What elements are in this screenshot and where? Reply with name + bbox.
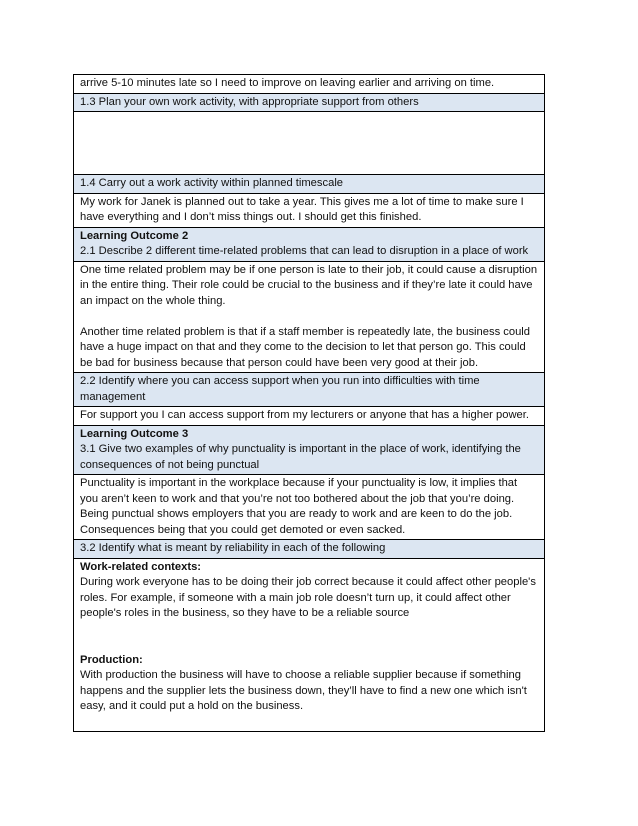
- answer-paragraph-1: One time related problem may be if one person is late to their job, it could cause a disruption in the entire thing. Their role could be crucial to the business and if they’re late it could have an impact on the whole thing.: [80, 263, 538, 307]
- answer-text: Punctuality is important in the workplace because if your punctuality is low, it implies that you aren’t keen to work and that you’re not too bothered about the job that you’re doing. Being punctual shows employers that you are ready to work and are keen to do the job. Consequences being that you could get demoted or even sacked.: [80, 477, 518, 536]
- question-text: 1.4 Carry out a work activity within planned timescale: [80, 177, 344, 189]
- question-text: 1.3 Plan your own work activity, with appropriate support from others: [80, 95, 419, 108]
- answer-text: arrive 5-10 minutes late so I need to improve on leaving earlier and arriving on time.: [80, 77, 495, 89]
- work-related-heading: Work-related contexts:: [80, 560, 202, 573]
- question-text: 3.2 Identify what is meant by reliability in each of the following: [80, 542, 386, 554]
- answer-1-3-empty: [74, 112, 544, 175]
- answer-1-2-tail: [74, 75, 544, 94]
- answer-paragraph-2: Another time related problem is that if a staff member is repeatedly late, the business could have a huge impact on that and they come to the decision to let that person go. This could be bad for business because that person could have been very good at their job.: [80, 325, 531, 369]
- question-text: 2.1 Describe 2 different time-related problems that can lead to disruption in a place of work: [80, 245, 529, 257]
- answer-1-4: [74, 194, 544, 228]
- learning-outcome-3-heading: Learning Outcome 3: [80, 427, 189, 440]
- answer-text: For support you I can access support from my lecturers or anyone that has a higher power.: [80, 409, 529, 421]
- question-text: 2.2 Identify where you can access support when you run into difficulties with time management: [80, 375, 480, 403]
- question-3-1: [74, 426, 544, 476]
- answer-3-2: [74, 559, 544, 731]
- production-text: With production the business will have to choose a reliable supplier because if something happens and the supplier lets the business down, they’ll have to find a new one which isn't easy, and it could put a hold on the business.: [80, 669, 527, 712]
- answer-2-2: [74, 407, 544, 426]
- question-1-3: [74, 94, 544, 113]
- question-2-1: [74, 228, 544, 262]
- answer-text: My work for Janek is planned out to take a year. This gives me a lot of time to make sure I have everything and I don’t miss things out. I should get this finished.: [80, 195, 524, 223]
- answer-3-1: [74, 475, 544, 540]
- work-related-text: During work everyone has to be doing their job correct because it could affect other people's roles. For example, if someone with a main job role doesn’t turn up, it could affect other people's roles in the business, so they have to be a reliable source: [80, 576, 536, 619]
- question-3-2: [74, 540, 544, 559]
- learning-outcome-2-heading: Learning Outcome 2: [80, 229, 189, 242]
- worksheet-table: [73, 74, 545, 732]
- question-1-4: [74, 175, 544, 194]
- answer-2-1: [74, 262, 544, 374]
- question-2-2: [74, 373, 544, 407]
- production-heading: Production:: [80, 653, 143, 666]
- question-text: 3.1 Give two examples of why punctuality is important in the place of work, identifying the consequences of not being punctual: [80, 443, 521, 471]
